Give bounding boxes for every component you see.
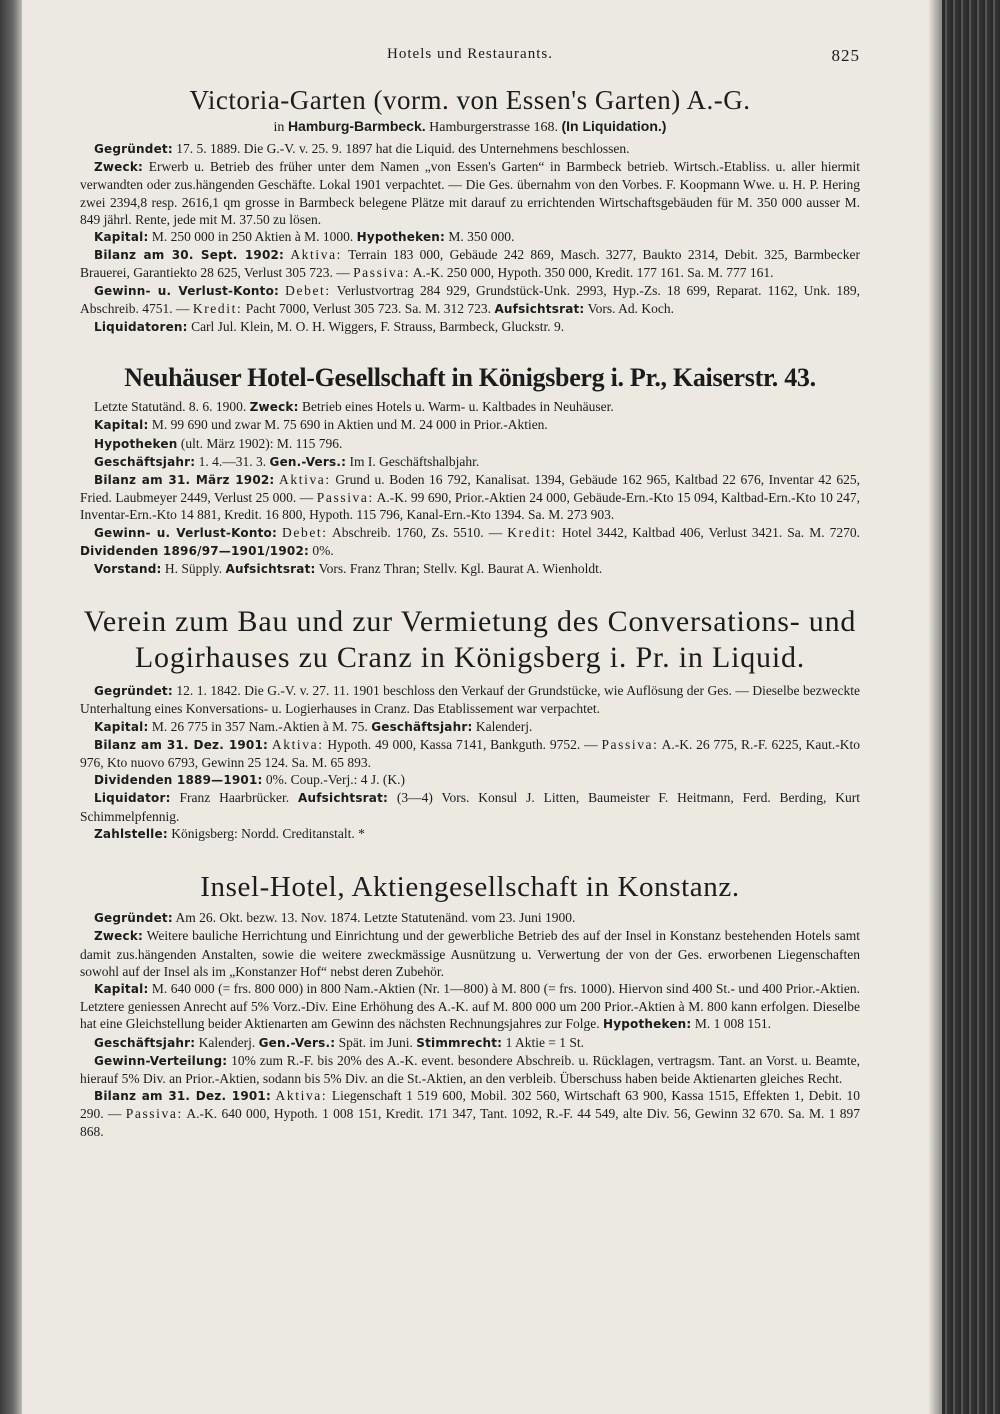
para-liquidatoren [80,318,860,336]
spaced-label: Passiva: [353,265,411,281]
entry-title: Victoria-Garten (vorm. von Essen's Garten) A.-G. [189,85,751,115]
para-statut [80,398,860,416]
para-bilanz [80,246,860,281]
para-kapital [80,980,860,1034]
label: Zweck: [94,160,144,175]
text: Grund u. Boden 16 792, Kanalisat. 1394, Gebäude 162 965, Kaltbad 22 676, Inventar 42 625, Fried. Laubmeyer 2449, Verlust 25 000. — [80,472,860,506]
label: Zahlstelle: [94,826,168,841]
subtitle-prefix: in [273,120,285,135]
scan-right-edge [942,0,1000,1414]
text: 1. 4.—31. 3. [198,453,267,469]
spaced-label: Kredit: [507,524,557,540]
text: Im I. Geschäftshalbjahr. [349,453,480,469]
entry-title: Insel-Hotel, Aktiengesellschaft in Konstanz. [200,871,740,904]
label: Gewinn-Verteilung: [94,1053,228,1068]
label: Liquidatoren: [94,320,188,335]
para-gegruendet [80,909,860,927]
entry-verein-cranz [80,604,860,843]
entry-insel-hotel [80,871,860,1140]
text: Pacht 7000, Verlust 305 723. Sa. M. 312 723. [245,300,492,316]
para-bilanz [80,736,860,771]
para-geschaeftsjahr [80,453,860,471]
text: Königsberg: Nordd. Creditanstalt. * [171,825,365,841]
text: M. 26 775 in 357 Nam.-Aktien à M. 75. [151,718,368,734]
text: M. 250 000 in 250 Aktien à M. 1000. [151,229,354,245]
entry-title: Verein zum Bau und zur Vermietung des Conversations- und Logirhauses zu Cranz in Königsberg i. Pr. in Liquid. [83,605,857,675]
text: M. 350 000. [448,229,515,245]
label: Bilanz am 31. Dez. 1901: [94,1089,271,1104]
label: Liquidator: [94,791,171,806]
label: Gen.-Vers.: [269,454,347,469]
label: Gewinn- u. Verlust-Konto: [94,283,280,298]
entry-neuhaeuser-hotel [80,362,860,578]
text: Vors. Ad. Koch. [587,300,674,316]
entry-title: Neuhäuser Hotel-Gesellschaft in Königsberg i. Pr., Kaiserstr. 43. [124,363,816,393]
label: Geschäftsjahr: [94,454,196,469]
label: Gegründet: [94,142,173,156]
text: Am 26. Okt. bezw. 13. Nov. 1874. Letzte Statutenänd. vom 23. Juni 1900. [175,910,576,926]
label: Gegründet: [94,684,173,699]
spaced-label: Aktiva: [275,1088,328,1104]
label: Kapital: [94,719,149,734]
text: Franz Haarbrücker. [179,790,290,806]
label: Hypotheken: [602,1017,692,1032]
entry-victoria-garten [80,84,860,336]
text: Erwerb u. Betrieb des früher unter dem Namen „von Essen's Garten“ in Barmbeck betrieb. Wirtsch.-Etabliss. u. aller hiermit verwandten oder zus.hängenden Geschäfte. Lokal 1901 verpachtet. — Die Ges. übernahm von den Vorbes. F. Koopmann Wwe. u. H. P. Hering zwei 2394,8 resp. 2616,1 qm grosse in Barmbeck belegene Plätze mit darauf zu errichtenden Wirtschaftsgebäuden für M. 350 000 ausser M. 849 jährl. Rente, jede mit M. 37.50 zu lösen. [80,159,861,227]
text: Carl Jul. Klein, M. O. H. Wiggers, F. Strauss, Barmbeck, Gluckstr. 9. [191,319,565,335]
running-header [80,40,860,70]
text: A.-K. 640 000, Hypoth. 1 008 151, Kredit. 171 347, Tant. 1092, R.-F. 44 549, alte Div. 56, Gewinn 32 670. Sa. M. 1 897 868. [80,1106,860,1139]
text: Vors. Franz Thran; Stellv. Kgl. Baurat A. Wienholdt. [318,561,603,577]
spaced-label: Passiva: [316,490,374,506]
label: Gen.-Vers.: [258,1035,336,1050]
para-kapital [80,416,860,434]
text: 17. 5. 1889. Die G.-V. v. 25. 9. 1897 hat die Liquid. des Unternehmens beschlossen. [176,141,630,156]
label: Hypotheken: [356,230,446,245]
text: M. 99 690 und zwar M. 75 690 in Aktien und M. 24 000 in Prior.-Aktien. [151,417,548,433]
para-gewinn-verteilung [80,1052,860,1087]
label: Stimmrecht: [416,1035,503,1050]
text: Abschreib. 1760, Zs. 5510. — [331,524,503,540]
spaced-label: Debet: [285,282,331,298]
text: (ult. März 1902): M. 115 796. [180,435,343,451]
label: Kapital: [94,981,149,996]
text: 0%. [312,542,334,558]
label: Hypotheken [94,436,178,451]
document-page [80,40,860,1140]
para-dividenden [80,771,860,789]
para-zahlstelle [80,825,860,843]
para-guv [80,282,860,318]
para-geschaeftsjahr [80,1034,860,1052]
label: Geschäftsjahr: [94,1035,196,1050]
text: 0%. Coup.-Verj.: 4 J. (K.) [265,772,406,788]
text: Verlustvortrag 284 929, Grundstück-Unk. 2993, Hyp.-Zs. 18 699, Reparat. 1162, Unk. 189, Abschreib. 4751. — [80,282,861,316]
para-bilanz [80,471,860,524]
label: Aufsichtsrat: [494,301,585,316]
spaced-label: Aktiva: [290,247,343,263]
para-vorstand [80,560,860,578]
label: Zweck: [249,400,299,415]
label: Gewinn- u. Verlust-Konto: [94,525,277,540]
spaced-label: Passiva: [125,1106,183,1122]
label: Bilanz am 31. März 1902: [94,473,275,488]
spaced-label: Aktiva: [271,736,324,752]
para-bilanz [80,1087,860,1140]
label: Aufsichtsrat: [298,791,389,806]
spaced-label: Debet: [282,524,328,540]
text: H. Süpply. [164,561,223,577]
text: Liegenschaft 1 519 600, Mobil. 302 560, Wirtschaft 63 900, Kassa 1515, Effekten 1, Debit. 10 290. — [80,1088,861,1122]
subtitle-place: Hamburg-Barmbeck. [287,118,426,134]
para-liquidator [80,789,860,824]
text: M. 640 000 (= frs. 800 000) in 800 Nam.-Aktien (Nr. 1—800) à M. 800 (= frs. 1000). Hiervon sind 400 St.- und 400 Prior.-Aktien. Letztere geniessen Anrecht auf 5% Vorz.-Div. Eine Erhöhung des A.-K. auf M. 800 000 um 200 Prior.-Aktien à M. 800 kann erfolgen. Dieselbe hat eine Gleichstellung beider Aktienarten am Gewinn des nächsten Rechnungsjahres zur Folge. [80,980,860,1032]
label: Aufsichtsrat: [225,562,316,577]
text: M. 1 008 151. [694,1016,771,1032]
spaced-label: Aktiva: [279,472,331,488]
text: Weitere bauliche Herrichtung und Einrichtung und der gewerbliche Betrieb des auf der Insel in Konstanz bestehenden Hotels samt damit zus.hängenden Anstalten, sowie die weitere zweckmässige Ausnützung u. Verwertung der von der Ges. erworbenen Liegenschaften sowohl auf der Insel als im „Konstanzer Hof“ nebst deren Zubehör. [80,928,860,979]
label: Kapital: [94,418,149,433]
label: Kapital: [94,230,149,245]
label: Bilanz am 30. Sept. 1902: [94,248,285,263]
text: A.-K. 250 000, Hypoth. 350 000, Kredit. 177 161. Sa. M. 777 161. [412,265,774,281]
para-kapital [80,718,860,736]
para-guv [80,524,860,560]
running-header-title: Hotels und Restaurants. [387,46,553,62]
text: Hotel 3442, Kaltbad 406, Verlust 3421. Sa. M. 7270. [561,524,861,540]
text: 1 Aktie = 1 St. [505,1034,585,1050]
label: Gegründet: [94,911,173,926]
scan-left-edge [0,0,22,1414]
label: Zweck: [94,929,144,944]
label: Vorstand: [94,562,162,577]
para-gegruendet [80,682,860,717]
para-kapital [80,228,860,246]
subtitle-address: Hamburgerstrasse 168. [429,120,558,135]
label: Dividenden 1889—1901: [94,773,263,788]
para-zweck [80,158,860,228]
entry-subtitle [80,118,860,136]
text: Betrieb eines Hotels u. Warm- u. Kaltbades in Neuhäuser. [302,399,614,415]
label: Geschäftsjahr: [371,719,473,734]
para-hypotheken [80,435,860,453]
text: Terrain 183 000, Gebäude 242 869, Masch. 3277, Baukto 2314, Debit. 325, Barmbecker Brauerei, Garantiekto 28 625, Verlust 305 723. — [80,247,860,281]
text: Hypoth. 49 000, Kassa 7141, Bankguth. 9752. — [327,736,598,752]
text: Letzte Statutänd. 8. 6. 1900. [94,399,247,415]
text: 10% zum R.-F. bis 20% des A.-K. event. besondere Abschreib. u. Rücklagen, vertragsm. Tant. an Vorst. u. Beamte, hierauf 5% Div. an Prior.-Aktien, sodann bis 5% Div. an die St.-Aktien, an den verbleib. Überschuss haben beide Aktienarten gleiches Recht. [80,1052,860,1086]
text: Kalenderj. [198,1034,256,1050]
subtitle-status: (In Liquidation.) [561,118,667,134]
label: Bilanz am 31. Dez. 1901: [94,737,269,752]
para-gegruendet [80,140,860,158]
text: Spät. im Juni. [338,1034,413,1050]
text: (3—4) Vors. Konsul J. Litten, Baumeister F. Heitmann, Ferd. Berding, Kurt Schimmelpfennig. [80,790,861,824]
label: Dividenden 1896/97—1901/1902: [80,543,309,558]
spaced-label: Kredit: [192,300,243,316]
text: A.-K. 99 690, Prior.-Aktien 24 000, Gebäude-Ern.-Kto 15 094, Kaltbad-Ern.-Kto 10 247, Inventar-Ern.-Kto 14 881, Kredit. 16 800, Hypoth. 115 796, Kanal-Ern.-Kto 1394. Sa. M. 273 903. [80,490,861,523]
text: A.-K. 26 775, R.-F. 6225, Kaut.-Kto 976, Kto nuovo 6793, Gewinn 25 124. Sa. M. 65 893. [80,736,861,771]
spaced-label: Passiva: [601,736,659,752]
text: 12. 1. 1842. Die G.-V. v. 27. 11. 1901 beschloss den Verkauf der Grundstücke, wie Auflösung der Ges. — Dieselbe bezweckte Unterhaltung eines Konversations- u. Logierhauses in Cranz. Das Etablissement war verpachtet. [80,683,860,717]
text: Kalenderj. [475,718,533,734]
page-number: 825 [831,46,860,65]
para-zweck [80,927,860,980]
